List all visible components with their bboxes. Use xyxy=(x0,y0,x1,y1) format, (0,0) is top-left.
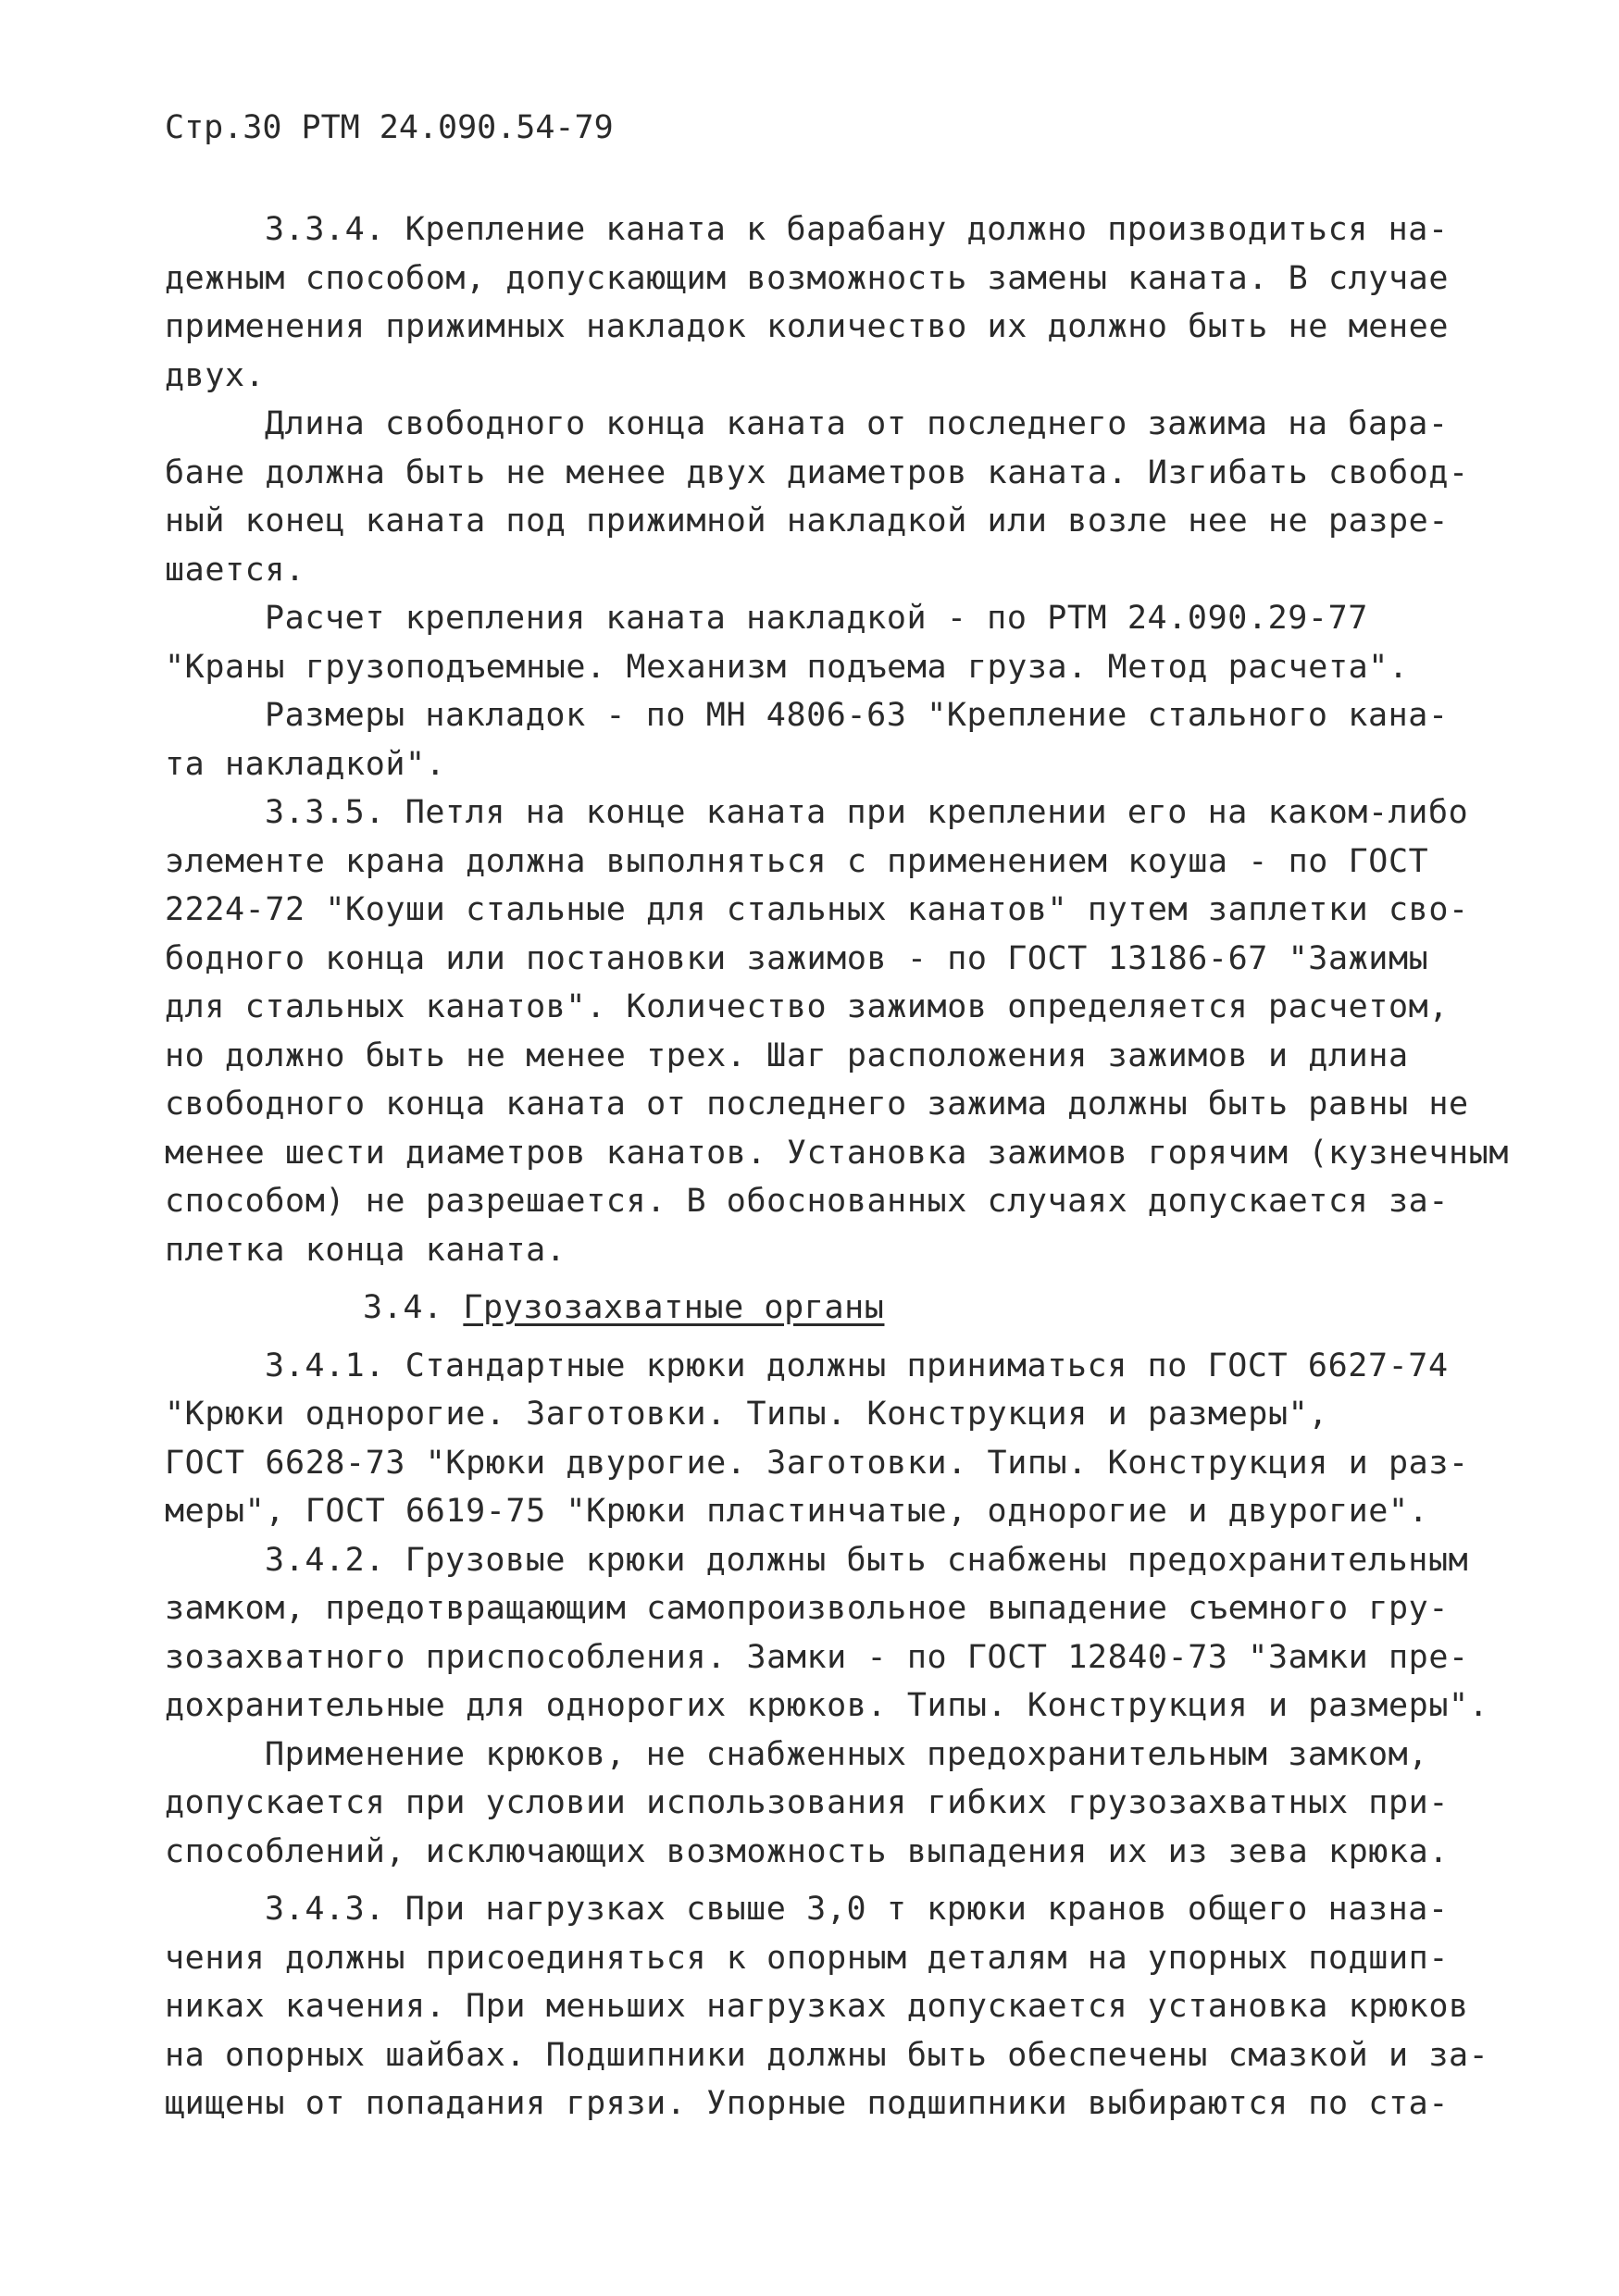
text-line: свободного конца каната от последнего зажима должны быть равны не xyxy=(165,1086,1469,1123)
text-line: допускается при условии использования гибких грузозахватных при- xyxy=(165,1784,1449,1821)
text-line: 3.4.1. Стандартные крюки должны приниматься по ГОСТ 6627-74 xyxy=(265,1347,1449,1384)
text-line: 3.3.5. Петля на конце каната при креплении его на каком-либо xyxy=(265,794,1469,831)
text-line: ный конец каната под прижимной накладкой или возле нее не разре- xyxy=(165,503,1449,540)
text-line: дежным способом, допускающим возможность замены каната. В случае xyxy=(165,259,1449,297)
section-number: 3.4. xyxy=(363,1289,443,1326)
text-line: элементе крана должна выполняться с применением коуша - по ГОСТ xyxy=(165,842,1429,880)
text-line: применения прижимных накладок количество их должно быть не менее xyxy=(165,308,1449,345)
text-line: меры", ГОСТ 6619-75 "Крюки пластинчатые, однорогие и двурогие". xyxy=(165,1493,1429,1530)
section-title: Грузозахватные органы xyxy=(463,1289,885,1326)
text-line: плетка конца каната. xyxy=(165,1231,567,1269)
text-line: двух. xyxy=(165,356,266,394)
page-header: Стр.30 РТМ 24.090.54-79 xyxy=(165,109,614,146)
text-line: бодного конца или постановки зажимов - по ГОСТ 13186-67 "Зажимы xyxy=(165,939,1429,977)
text-line: никах качения. При меньших нагрузках допускается установка крюков xyxy=(165,1988,1469,2025)
text-line: но должно быть не менее трех. Шаг расположения зажимов и длина xyxy=(165,1036,1409,1074)
text-line: шается. xyxy=(165,551,305,589)
text-line: Размеры накладок - по МН 4806-63 "Крепление стального кана- xyxy=(265,697,1449,734)
text-line: 3.4.2. Грузовые крюки должны быть снабжены предохранительным xyxy=(265,1541,1469,1579)
text-line: менее шести диаметров канатов. Установка зажимов горячим (кузнечным xyxy=(165,1134,1510,1172)
text-line: для стальных канатов". Количество зажимов определяется расчетом, xyxy=(165,988,1449,1025)
text-line: способлений, исключающих возможность выпадения их из зева крюка. xyxy=(165,1832,1449,1870)
text-line: "Краны грузоподъемные. Механизм подъема груза. Метод расчета". xyxy=(165,648,1409,686)
text-line: замком, предотвращающим самопроизвольное выпадение съемного гру- xyxy=(165,1590,1449,1627)
text-line: способом) не разрешается. В обоснованных случаях допускается за- xyxy=(165,1183,1449,1220)
text-line: на опорных шайбах. Подшипники должны быть обеспечены смазкой и за- xyxy=(165,2036,1489,2074)
section-heading xyxy=(165,1284,1479,1333)
text-line: бане должна быть не менее двух диаметров каната. Изгибать свобод- xyxy=(165,453,1469,491)
text-line: "Крюки однорогие. Заготовки. Типы. Конструкция и размеры", xyxy=(165,1396,1328,1433)
section-gap xyxy=(165,1274,1479,1284)
section-gap xyxy=(165,1333,1479,1342)
text-line: Применение крюков, не снабженных предохранительным замком, xyxy=(265,1735,1428,1773)
text-line: Расчет крепления каната накладкой - по РТМ 24.090.29-77 xyxy=(265,600,1368,637)
text-line: 3.3.4. Крепление каната к барабану должно производиться на- xyxy=(265,211,1449,248)
text-line: чения должны присоединяться к опорным деталям на упорных подшип- xyxy=(165,1939,1449,1977)
text-line: ГОСТ 6628-73 "Крюки двурогие. Заготовки. Типы. Конструкция и раз- xyxy=(165,1444,1469,1482)
document-body xyxy=(165,205,1510,2128)
text-line: та накладкой". xyxy=(165,745,446,783)
text-line: 2224-72 "Коуши стальные для стальных канатов" путем заплетки сво- xyxy=(165,891,1469,928)
text-line: дохранительные для однорогих крюков. Типы. Конструкция и размеры". xyxy=(165,1687,1489,1724)
text-line: зозахватного приспособления. Замки - по ГОСТ 12840-73 "Замки пре- xyxy=(165,1638,1469,1676)
text-line: щищены от попадания грязи. Упорные подшипники выбираются по ста- xyxy=(165,2085,1449,2122)
section-gap xyxy=(165,1876,1479,1885)
text-line: 3.4.3. При нагрузках свыше 3,0 т крюки кранов общего назна- xyxy=(265,1891,1449,1928)
text-line: Длина свободного конца каната от последнего зажима на бара- xyxy=(265,405,1449,442)
